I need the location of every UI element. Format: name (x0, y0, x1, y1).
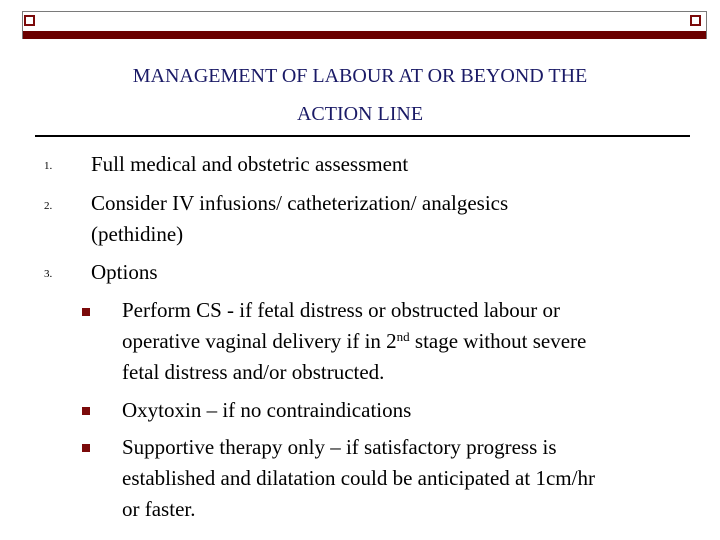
option-text: Oxytoxin – if no contraindications (122, 398, 412, 422)
option-text: Perform CS - if fetal distress or obstructed labour or (122, 298, 560, 322)
item-number: 3. (44, 268, 53, 280)
item-number: 1. (44, 160, 53, 172)
corner-square-right (690, 15, 701, 26)
option-text-continued: operative vaginal delivery if in 2nd stage without severe (122, 329, 587, 353)
option-text-continued: or faster. (122, 497, 196, 521)
slide-header-bar (22, 11, 707, 39)
item-text-continued: (pethidine) (91, 222, 184, 246)
item-text: Consider IV infusions/ catheterization/ analgesics (91, 191, 509, 215)
square-bullet-icon (82, 444, 90, 452)
option-text: Supportive therapy only – if satisfactory progress is (122, 435, 557, 459)
option-text-continued: fetal distress and/or obstructed. (122, 360, 385, 384)
square-bullet-icon (82, 308, 90, 316)
square-bullet-icon (82, 407, 90, 415)
option-text-continued: established and dilatation could be anticipated at 1cm/hr (122, 466, 595, 490)
corner-square-left (24, 15, 35, 26)
title-divider (35, 135, 690, 137)
slide-title-line-2: ACTION LINE (296, 103, 424, 125)
item-text: Options (91, 260, 158, 284)
ordinal-suffix: nd (396, 329, 410, 344)
slide-title-line-1: MANAGEMENT OF LABOUR AT OR BEYOND THE (132, 65, 588, 87)
header-accent-band (23, 31, 706, 39)
item-number: 2. (44, 200, 53, 212)
item-text: Full medical and obstetric assessment (91, 152, 409, 176)
